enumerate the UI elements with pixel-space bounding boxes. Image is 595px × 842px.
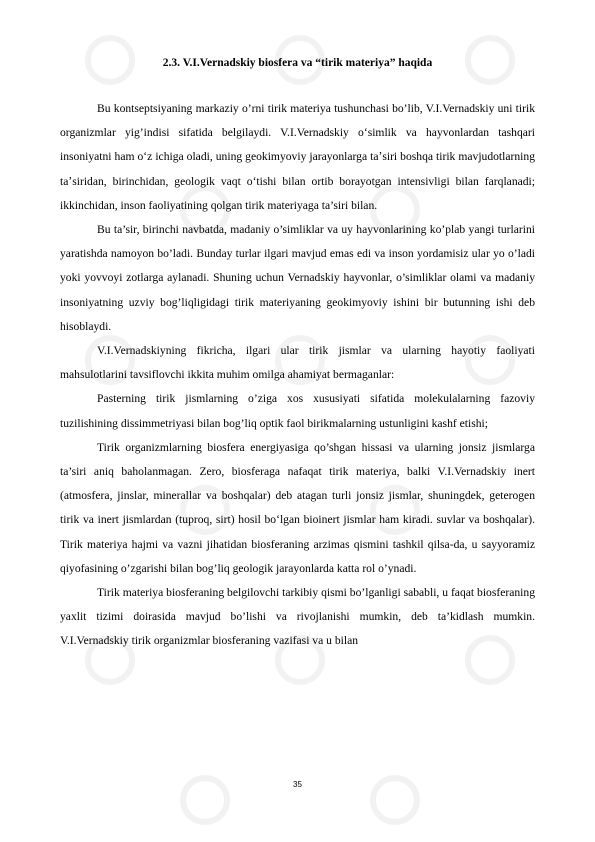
- paragraph-4: Pasterning tirik jismlarning o’ziga xos xususiyati sifatida molekulalarning fazoviy tuzilishining dissimmetriyasi bilan bog’liq optik faol birikmalarning ustunligini kashf etishi;: [60, 392, 535, 430]
- body-text: [60, 97, 535, 654]
- section-title: 2.3. V.I.Vernadskiy biosfera va “tirik materiya” haqida: [162, 57, 433, 69]
- paragraph-6: Tirik materiya biosferaning belgilovchi tarkibiy qismi bo’lganligi sababli, u faqat biosferaning yaxlit tizimi doirasida mavjud bo’lishi va rivojlanishi mumkin, deb ta’kidlash mumkin. V.I.Vernadskiy tirik organizmlar biosferaning vazifasi va u bilan: [60, 586, 535, 648]
- paragraph-5: Tirik organizmlarning biosfera energiyasiga qo’shgan hissasi va ularning jonsiz jismlarga ta’siri aniq baholanmagan. Zero, biosferaga nafaqat tirik materiya, balki V.I.Vernadskiy inert (atmosfera, jinslar, minerallar va boshqalar) deb atagan turli jonsiz jismlar, shuningdek, geterogen tirik va inert jismlardan (tuproq, sirt) hosil boʻlgan bioinert jismlar ham kiradi. suvlar va boshqalar). Tirik materiya hajmi va vazni jihatidan biosferaning arzimas qismini tashkil qilsa-da, u sayyoramiz qiyofasining o’zgarishi bilan bog’liq geologik jarayonlarda katta rol o’ynadi.: [60, 440, 535, 575]
- page-number: 35: [293, 780, 302, 789]
- paragraph-2: Bu ta’sir, birinchi navbatda, madaniy o’simliklar va uy hayvonlarining ko’plab yangi turlarini yaratishda namoyon bo’ladi. Bunday turlar ilgari mavjud emas edi va inson yordamisiz ular yo o’ladi yoki yovvoyi zotlarga aylanadi. Shuning uchun Vernadskiy hayvonlar, o’simliklar olami va madaniy insoniyatning uzviy bog’liqligidagi tirik materiyaning geokimyoviy ishini bir butunning ishi deb hisoblaydi.: [60, 223, 535, 333]
- paragraph-1: Bu kontseptsiyaning markaziy o’rni tirik materiya tushunchasi bo’lib, V.I.Vernadskiy uni tirik organizmlar yig’indisi sifatida belgilaydi. V.I.Vernadskiy oʻsimlik va hayvonlardan tashqari insoniyatni ham oʻz ichiga oladi, uning geokimyoviy jarayonlarga taʼsiri boshqa tirik mavjudotlarning taʼsiridan, birinchidan, geologik vaqt oʻtishi bilan ortib borayotgan intensivligi bilan farqlanadi; ikkinchidan, inson faoliyatining qolgan tirik materiyaga ta’siri bilan.: [60, 102, 535, 212]
- paragraph-3: V.I.Vernadskiyning fikricha, ilgari ular tirik jismlar va ularning hayotiy faoliyati mahsulotlarini tavsiflovchi ikkita muhim omilga ahamiyat bermaganlar:: [60, 344, 535, 382]
